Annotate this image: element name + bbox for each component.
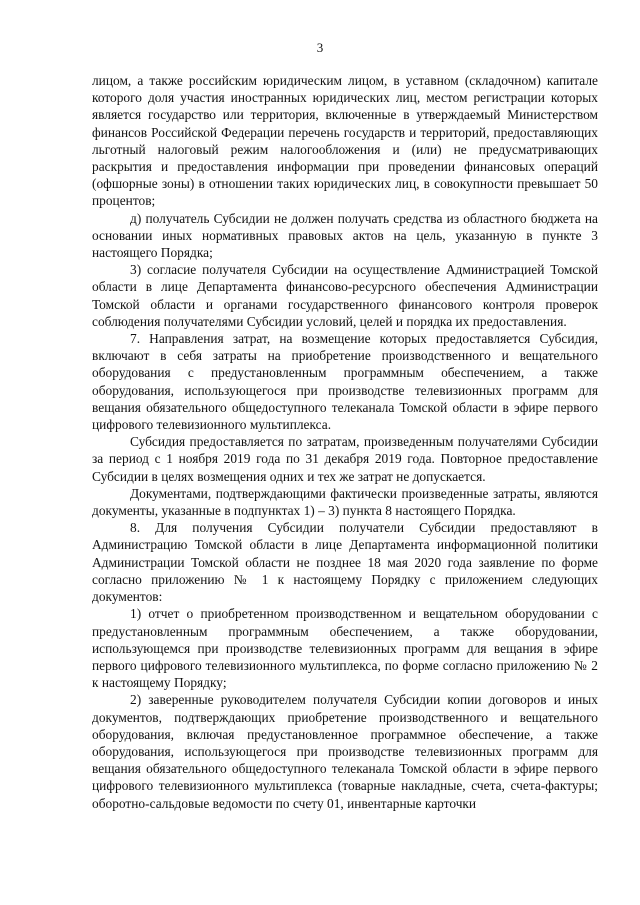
document-body [92, 72, 598, 812]
paragraph-subsidy-period: Субсидия предоставляется по затратам, произведенным получателями Субсидии за период с 1 ноября 2019 года по 31 декабря 2019 года. Повторное предоставление Субсидии в целях возмещения одних и тех же затрат не допускается. [92, 434, 598, 484]
paragraph-item-d: д) получатель Субсидии не должен получать средства из областного бюджета на основании иных нормативных правовых актов на цель, указанную в пункте 3 настоящего Порядка; [92, 210, 598, 261]
paragraph-section-8: 8. Для получения Субсидии получатели Субсидии предоставляют в Администрацию Томской области в лице Департамента информационной политики Администрации Томской области не позднее 18 мая 2020 года заявление по форме согласно приложению № 1 к настоящему Порядку с приложением следующих документов: [92, 520, 598, 605]
paragraph-item-3: 3) согласие получателя Субсидии на осуществление Администрацией Томской области в лице Департамента финансово-ресурсного обеспечения Администрации Томской области и органами государственного финансового контроля проверок соблюдения получателями Субсидии условий, целей и порядка их предоставления. [92, 262, 598, 329]
paragraph-supporting-documents: Документами, подтверждающими фактически произведенные затраты, являются документы, указанные в подпунктах 1) – 3) пункта 8 настоящего Порядка. [92, 485, 598, 519]
paragraph-item-2: 2) заверенные руководителем получателя Субсидии копии договоров и иных документов, подтверждающих приобретение производственного и вещательного оборудования, включая предустановленное программное обеспечение, а также оборудования, использующегося при производстве телевизионных программ для вещания обязательного общедоступного телеканала Томской области в эфире первого цифрового телевизионного мультиплекса (товарные накладные, счета, счета-фактуры; оборотно-сальдовые ведомости по счету 01, инвентарные карточки [92, 692, 598, 811]
page-number: 3 [316, 40, 324, 55]
paragraph-continuation: лицом, а также российским юридическим лицом, в уставном (складочном) капитале которого доля участия иностранных юридических лиц, местом регистрации которых является государство или территория, включенные в утверждаемый Министерством финансов Российской Федерации перечень государств и территорий, предоставляющих льготный налоговый режим налогообложения и (или) не предусматривающих раскрытия и предоставления информации при проведении финансовых операций (офшорные зоны) в отношении таких юридических лиц, в совокупности превышает 50 процентов; [92, 73, 598, 209]
paragraph-item-1: 1) отчет о приобретенном производственном и вещательном оборудовании с предустановленным программным обеспечением, а также оборудовании, использующемся при производстве телевизионных программ для вещания в эфире первого цифрового телевизионного мультиплекса, по форме согласно приложению № 2 к настоящему Порядку; [92, 606, 598, 691]
paragraph-section-7: 7. Направления затрат, на возмещение которых предоставляется Субсидия, включают в себя затраты на приобретение производственного и вещательного оборудования с предустановленным программным обеспечением, а также оборудования, использующегося при производстве телевизионных программ для вещания обязательного общедоступного телеканала Томской области в эфире первого цифрового телевизионного мультиплекса. [92, 331, 598, 433]
